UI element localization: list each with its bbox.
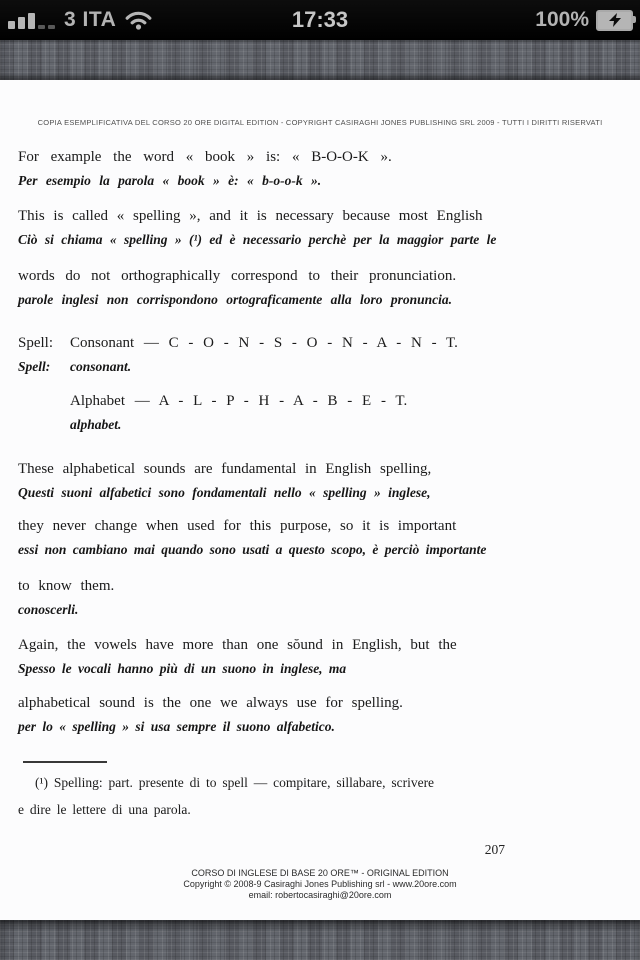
battery-charging-icon [596,10,633,31]
sentence-en: words do not orthographically correspond to their pronunciation. [18,268,457,284]
status-left-cluster [8,0,152,40]
translation-it: per lo « spelling » si usa sempre il suono alfabetico. [18,719,335,734]
copy-protection-notice: COPIA ESEMPLIFICATIVA DEL CORSO 20 ORE DIGITAL EDITION - COPYRIGHT CASIRAGHI JONES PUBLISHING SRL 2009 - TUTTI I DIRITTI RISERVATI [37,118,603,127]
sentence-en: alphabetical sound is the one we always use for spelling. [18,695,403,711]
spell-label-it: Spell: [18,359,51,374]
status-time: 17:33 [291,7,349,32]
alphabet-line-en: Alphabet — A - L - P - H - A - B - E - T. [70,393,408,409]
text-pair [18,692,518,738]
footer-line: Copyright © 2008-9 Casiraghi Jones Publishing srl - www.20ore.com [183,879,457,889]
sentence-en: Again, the vowels have more than one sŏund in English, but the [18,637,457,653]
spell-line-en: Consonant — C - O - N - S - O - N - A - N - T. [70,335,458,351]
text-pair [18,458,518,504]
translation-it: conoscerli. [18,602,79,617]
spell-label-en: Spell: [18,335,54,351]
text-pair [18,575,518,621]
text-pair [18,146,518,192]
footnote-line: e dire le lettere di una parola. [18,802,191,817]
translation-it: Questi suoni alfabetici sono fondamentali nello « spelling » inglese, [18,485,431,500]
battery-percent-label: 100% [535,8,589,31]
publisher-footer [0,868,640,901]
status-right-cluster [535,0,633,40]
translation-it: essi non cambiano mai quando sono usati a questo scopo, è perciò importante [18,542,487,557]
sentence-en: they never change when used for this purpose, so it is important [18,518,457,534]
status-bar [0,0,640,40]
translation-it: Ciò si chiama « spelling » (¹) ed è necessario perchè per la maggior parte le [18,232,497,247]
text-pair [18,205,518,251]
footer-line: email: robertocasiraghi@20ore.com [248,890,392,900]
alphabet-line-it: alphabet. [70,417,122,432]
lightning-bolt-icon [608,13,622,27]
translation-it: Spesso le vocali hanno più di un suono in inglese, ma [18,661,347,676]
sentence-en: These alphabetical sounds are fundamental in English spelling, [18,461,432,477]
linen-texture-bottom [0,920,640,960]
spell-alphabet-block [70,390,570,436]
signal-bars-icon [8,9,55,31]
text-pair [18,515,518,561]
wifi-icon [125,10,152,30]
spell-line-it: consonant. [70,359,132,374]
translation-it: Per esempio la parola « book » è: « b-o-o-k ». [18,173,322,188]
document-page[interactable] [0,80,640,920]
sentence-en: to know them. [18,578,115,594]
spell-consonant-block [18,332,518,378]
sentence-en: This is called « spelling », and it is necessary because most English [18,208,483,224]
footnote-divider [23,761,107,763]
footnote [18,769,518,823]
linen-texture-top [0,40,640,80]
carrier-label: 3 ITA [64,8,117,31]
translation-it: parole inglesi non corrispondono ortograficamente alla loro pronuncia. [18,292,453,307]
footnote-line: (¹) Spelling: part. presente di to spell — compitare, sillabare, scrivere [35,775,435,790]
text-pair [18,265,518,311]
text-pair [18,634,518,680]
page-number: 207 [484,842,505,857]
sentence-en: For example the word « book » is: « B-O-O-K ». [18,149,392,165]
footer-line: CORSO DI INGLESE DI BASE 20 ORE™ - ORIGINAL EDITION [191,868,449,878]
